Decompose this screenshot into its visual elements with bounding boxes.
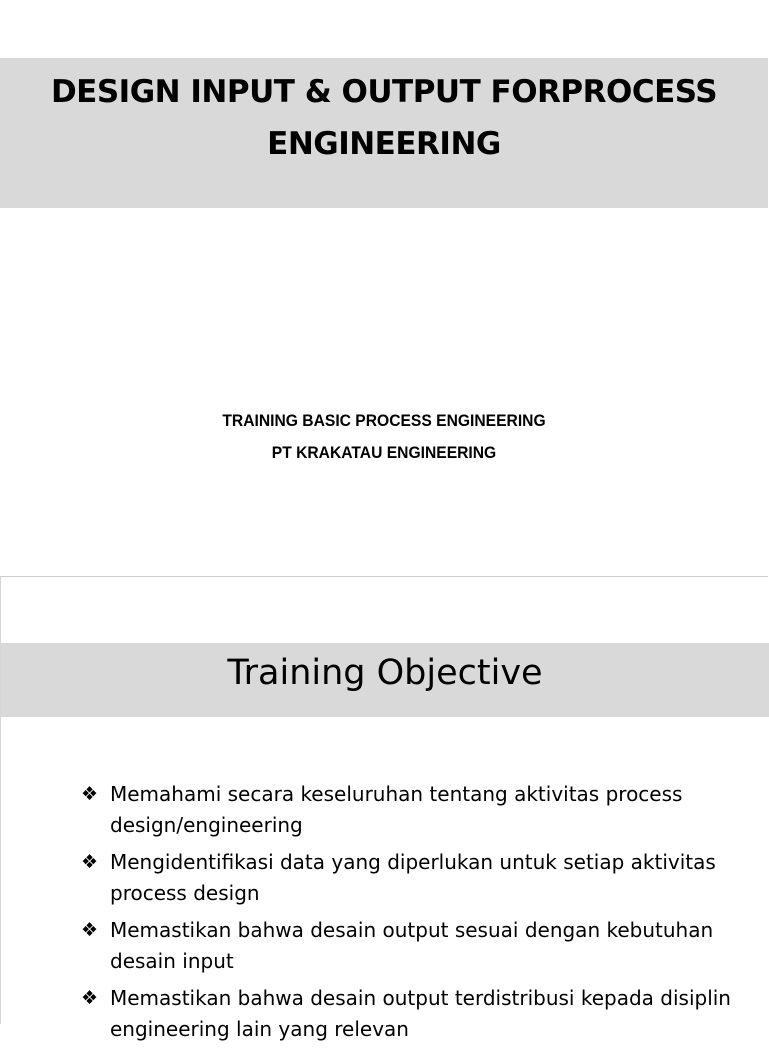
diamond-bullet-icon: ❖ xyxy=(81,851,99,873)
subtitle-training: TRAINING BASIC PROCESS ENGINEERING xyxy=(222,411,546,430)
objective-item-text: Mengidentifikasi data yang diperlukan untuk setiap aktivitas process design xyxy=(110,850,716,905)
subtitle-company: PT KRAKATAU ENGINEERING xyxy=(271,443,497,462)
objective-item xyxy=(81,847,741,909)
diamond-bullet-icon: ❖ xyxy=(81,783,99,805)
slide-title-heading xyxy=(20,66,748,170)
title-line-2: ENGINEERING xyxy=(267,126,501,162)
objective-item xyxy=(81,779,741,841)
diamond-bullet-icon: ❖ xyxy=(81,919,99,941)
diamond-bullet-icon: ❖ xyxy=(81,987,99,1009)
objective-list xyxy=(81,779,741,1051)
title-line-1: DESIGN INPUT & OUTPUT FORPROCESS xyxy=(50,74,718,110)
objective-item-text: Memastikan bahwa desain output sesuai dengan kebutuhan desain input xyxy=(110,918,714,973)
objective-item xyxy=(81,983,741,1045)
slide-training-objective xyxy=(0,576,768,1041)
objective-item-text: Memastikan bahwa desain output terdistribusi kepada disiplin engineering lain yang relevan xyxy=(110,986,731,1041)
objective-item-text: Memahami secara keseluruhan tentang aktivitas process design/engineering xyxy=(110,782,683,837)
objective-item xyxy=(81,915,741,977)
objective-title: Training Objective xyxy=(227,653,543,693)
